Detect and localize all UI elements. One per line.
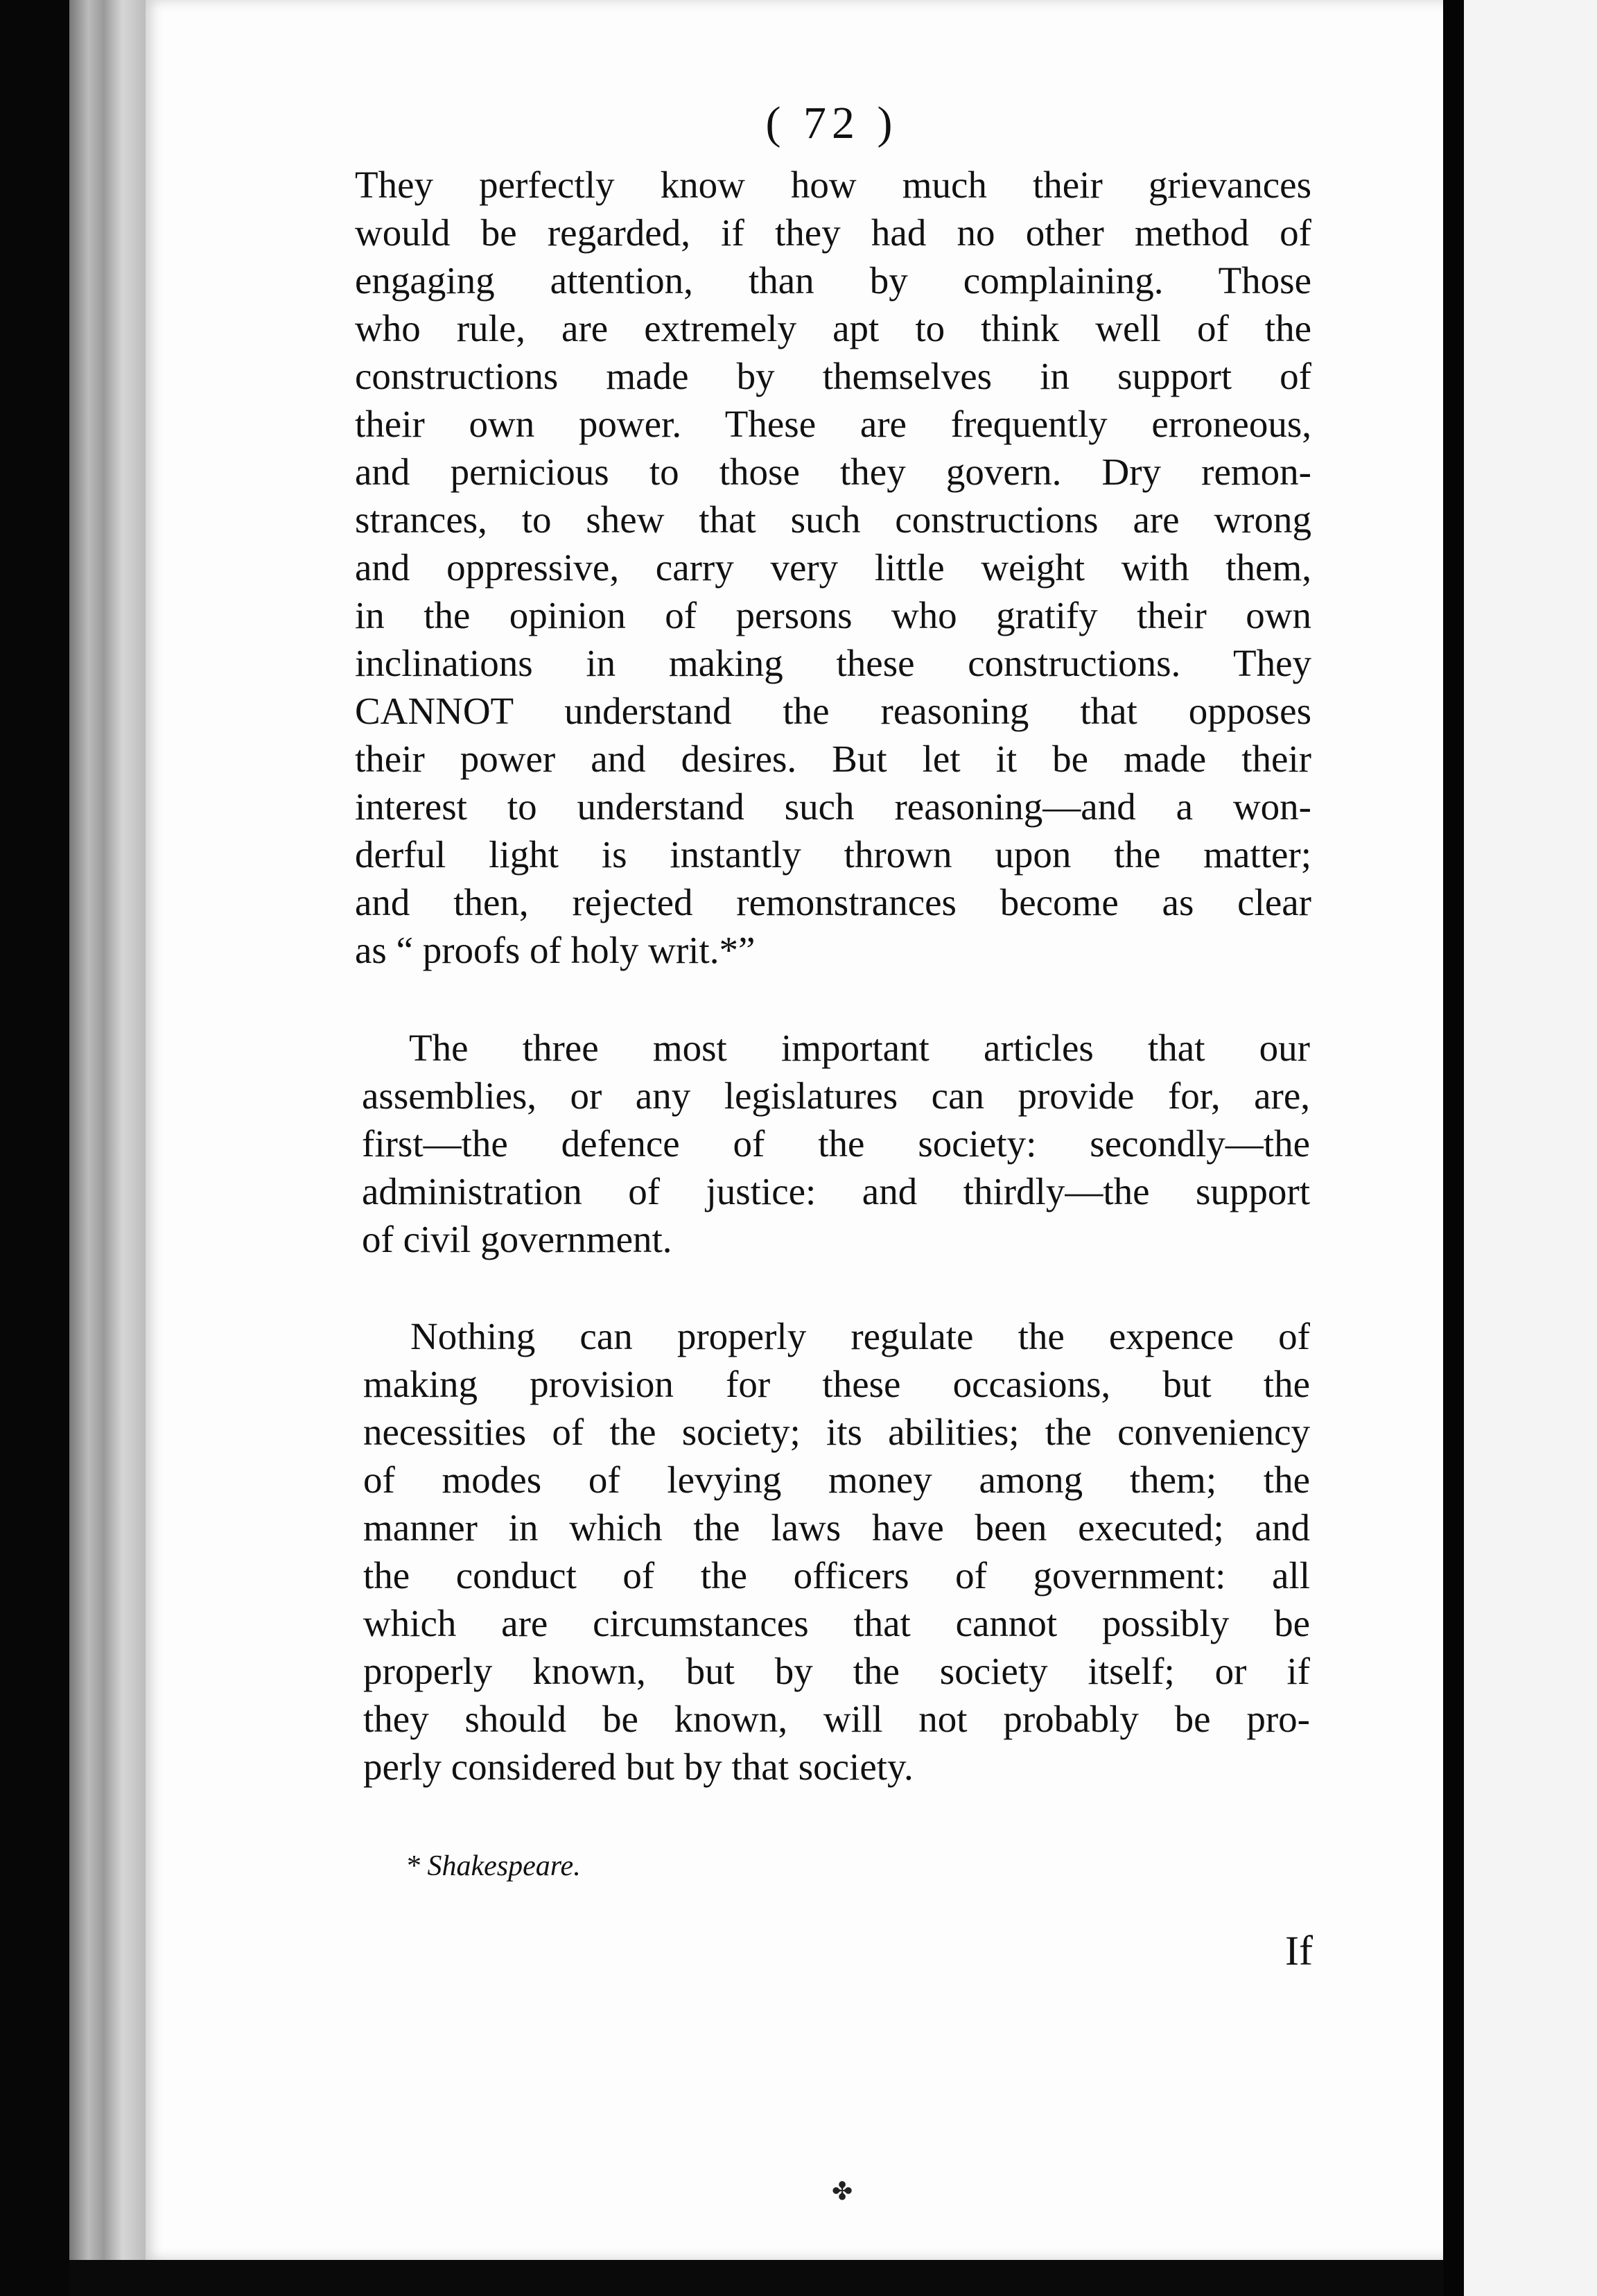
text-line: interest to understand such reasoning—and a won- bbox=[355, 785, 1311, 828]
text-line: assemblies, or any legislatures can provide for, are, bbox=[362, 1075, 1310, 1117]
text-line: they should be known, will not probably be pro- bbox=[363, 1698, 1310, 1740]
text-line: CANNOT understand the reasoning that opposes bbox=[355, 690, 1311, 732]
text-line: the conduct of the officers of government: all bbox=[363, 1554, 1310, 1597]
catchword: If bbox=[1285, 1928, 1313, 1974]
text-line: who rule, are extremely apt to think well of the bbox=[355, 307, 1311, 349]
text-line: would be regarded, if they had no other method of bbox=[355, 211, 1311, 254]
book-gutter bbox=[1443, 0, 1464, 2296]
text-line: and then, rejected remonstrances become as clear bbox=[355, 881, 1311, 923]
text-line: their own power. These are frequently erroneous, bbox=[355, 403, 1311, 445]
book-spine-edge bbox=[69, 0, 146, 2296]
text-line: in the opinion of persons who gratify their own bbox=[355, 594, 1311, 636]
page-number: ( 72 ) bbox=[765, 98, 898, 148]
text-line: inclinations in making these constructions. They bbox=[355, 642, 1311, 684]
scan-left-edge bbox=[0, 0, 69, 2296]
text-line: of modes of levying money among them; the bbox=[363, 1459, 1310, 1501]
paragraph-3 bbox=[363, 1312, 1310, 1791]
text-line: first—the defence of the society: secondly—the bbox=[362, 1122, 1310, 1165]
text-line: their power and desires. But let it be made their bbox=[355, 738, 1311, 780]
text-line: which are circumstances that cannot possibly be bbox=[363, 1602, 1310, 1644]
text-line: making provision for these occasions, but the bbox=[363, 1363, 1310, 1405]
text-line: necessities of the society; its abilities; the conveniency bbox=[363, 1411, 1310, 1453]
text-line: They perfectly know how much their grievances bbox=[355, 164, 1311, 206]
text-line: administration of justice: and thirdly—the support bbox=[362, 1170, 1310, 1212]
footnote: * Shakespeare. bbox=[405, 1850, 581, 1882]
ink-blot-ornament: ✤ bbox=[832, 2177, 853, 2205]
text-line: The three most important articles that our bbox=[409, 1027, 1310, 1069]
text-line: strances, to shew that such constructions are wrong bbox=[355, 498, 1311, 541]
text-line: derful light is instantly thrown upon the matter; bbox=[355, 833, 1311, 876]
text-line: as “ proofs of holy writ.*” bbox=[355, 929, 756, 971]
facing-page-edge bbox=[1464, 0, 1597, 2296]
text-line: Nothing can properly regulate the expence of bbox=[410, 1315, 1310, 1357]
text-line: perly considered but by that society. bbox=[363, 1746, 914, 1788]
text-line: engaging attention, than by complaining. Those bbox=[355, 259, 1311, 302]
text-line: manner in which the laws have been executed; and bbox=[363, 1506, 1310, 1549]
paragraph-1 bbox=[355, 161, 1311, 974]
text-line: constructions made by themselves in support of bbox=[355, 355, 1311, 397]
scan-bottom-edge bbox=[69, 2260, 1449, 2296]
text-line: of civil government. bbox=[362, 1218, 672, 1260]
paragraph-2 bbox=[362, 1024, 1310, 1263]
text-line: and oppressive, carry very little weight with them, bbox=[355, 546, 1311, 589]
text-line: properly known, but by the society itself; or if bbox=[363, 1650, 1310, 1692]
text-line: and pernicious to those they govern. Dry remon- bbox=[355, 451, 1311, 493]
